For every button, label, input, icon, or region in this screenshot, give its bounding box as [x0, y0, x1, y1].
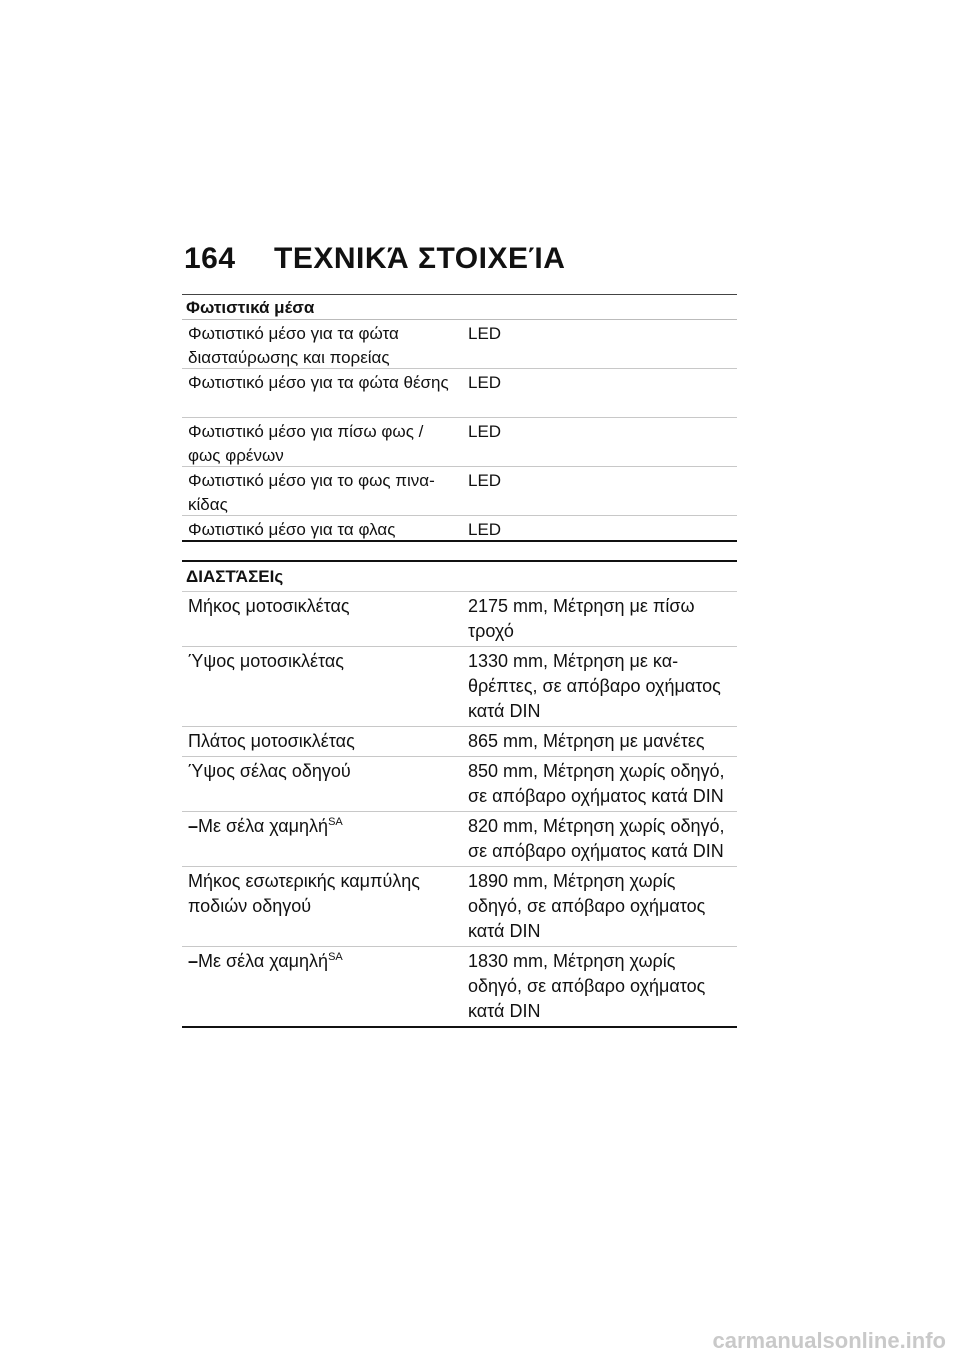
row-value: 850 mm, Μέτρηση χωρίς οδηγό, σε απόβαρο οχήματος κατά DIN: [468, 761, 725, 806]
page-title: ΤΕΧΝΙΚΆ ΣΤΟΙΧΕΊΑ: [274, 242, 566, 275]
row-label-text: Με σέλα χαμηλή: [198, 951, 329, 971]
table-row: [182, 727, 737, 757]
row-value: LED: [468, 520, 502, 539]
table-row: [182, 516, 737, 542]
row-value: 865 mm, Μέτρηση με μανέτες: [468, 731, 705, 751]
row-label: [182, 592, 462, 646]
row-label-text: Μήκος εσωτερικής καμπύλης ποδιών οδηγού: [188, 871, 420, 916]
dimensions-table: [182, 560, 737, 1028]
row-label: [182, 757, 462, 811]
sub-item-dash: –: [188, 951, 199, 971]
row-label: Φωτιστικό μέσο για τα φλας: [188, 520, 396, 539]
table-row: [182, 418, 737, 467]
row-label-text: Ύψος μοτοσικλέτας: [188, 651, 344, 671]
lighting-table: [182, 294, 737, 542]
row-value: 1830 mm, Μέτρηση χωρίς οδηγό, σε απόβαρο οχήματος κατά DIN: [468, 951, 706, 1021]
table-row: [182, 592, 737, 647]
sub-item-dash: –: [188, 816, 199, 836]
row-value: 2175 mm, Μέτρηση με πίσω τροχό: [468, 596, 695, 641]
row-label: Φωτιστικό μέσο για πίσω φως / φως φρένων: [188, 422, 424, 465]
table-row: [182, 947, 737, 1028]
row-value: 1330 mm, Μέτρηση με κα-θρέπτες, σε απόβαρο οχήματος κατά DIN: [468, 651, 721, 721]
lighting-section-title: Φωτιστικά μέσα: [182, 294, 737, 320]
sa-superscript: SA: [328, 816, 343, 828]
table-row: [182, 812, 737, 867]
table-row: [182, 757, 737, 812]
row-value: LED: [468, 422, 502, 441]
page-number: 164: [184, 242, 236, 275]
row-label: Φωτιστικό μέσο για το φως πινα-κίδας: [188, 471, 435, 514]
row-label-text: Με σέλα χαμηλή: [198, 816, 329, 836]
row-label: [182, 812, 462, 866]
table-row: [182, 467, 737, 516]
row-value: LED: [468, 324, 502, 343]
row-label: Φωτιστικό μέσο για τα φώτα διασταύρωσης και πορείας: [188, 324, 399, 367]
table-row: [182, 647, 737, 727]
table-row: [182, 867, 737, 947]
page-header: [184, 242, 565, 282]
row-label-text: Μήκος μοτοσικλέτας: [188, 596, 350, 616]
row-value: LED: [468, 373, 502, 392]
row-label: Φωτιστικό μέσο για τα φώτα θέσης: [188, 373, 449, 392]
table-row: [182, 369, 737, 418]
dimensions-section-title: ΔΙΑΣΤΆΣΕΙς: [182, 560, 737, 592]
row-label: [182, 727, 462, 756]
sa-superscript: SA: [328, 951, 343, 963]
row-label: [182, 947, 462, 1026]
row-value: 820 mm, Μέτρηση χωρίς οδηγό, σε απόβαρο οχήματος κατά DIN: [468, 816, 725, 861]
row-label-text: Ύψος σέλας οδηγού: [188, 761, 351, 781]
table-row: [182, 320, 737, 369]
row-value: 1890 mm, Μέτρηση χωρίς οδηγό, σε απόβαρο οχήματος κατά DIN: [468, 871, 706, 941]
row-label-text: Πλάτος μοτοσικλέτας: [188, 731, 355, 751]
watermark: carmanualsonline.info: [712, 1328, 946, 1353]
row-label: [182, 647, 462, 726]
row-value: LED: [468, 471, 502, 490]
row-label: [182, 867, 462, 946]
